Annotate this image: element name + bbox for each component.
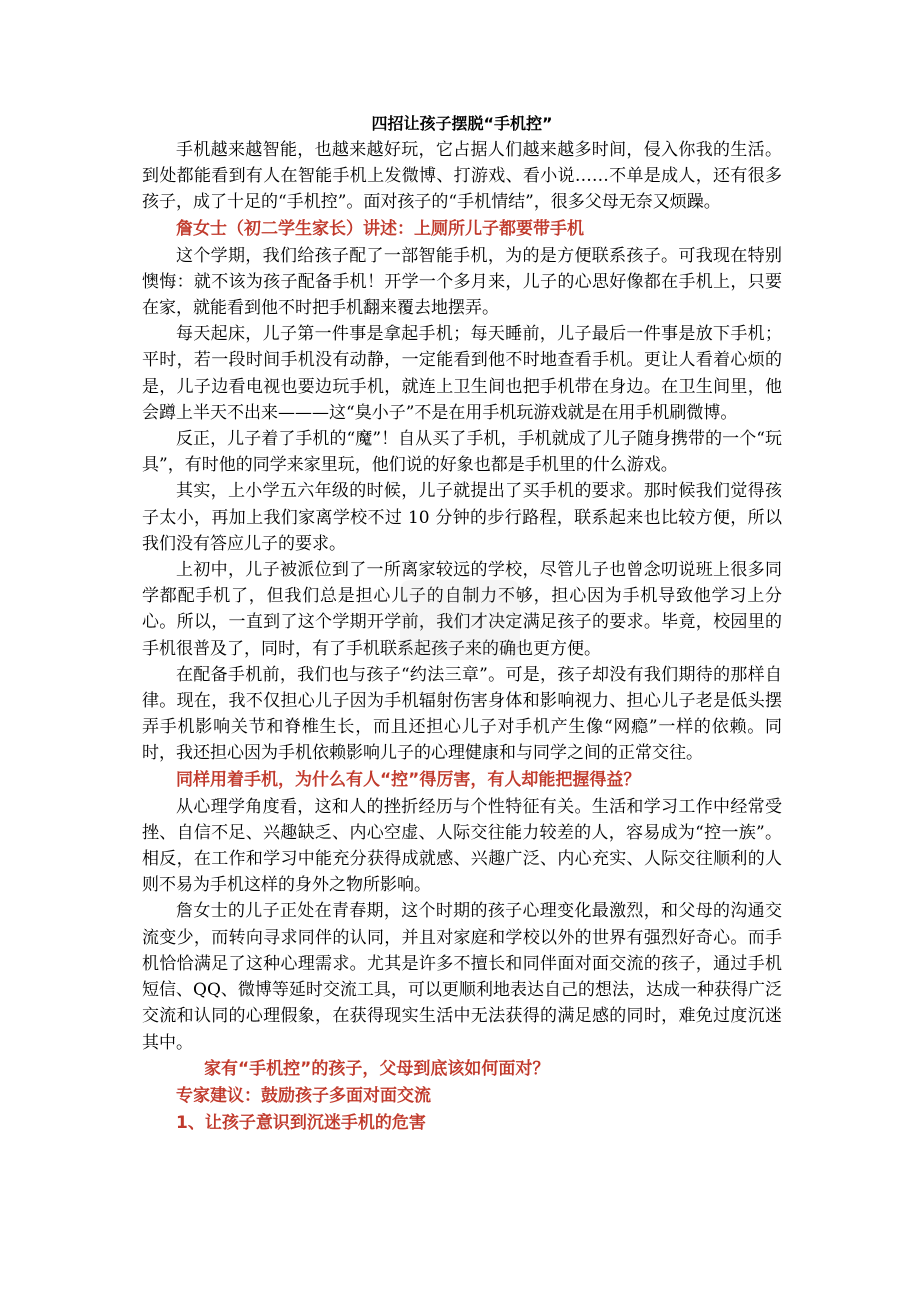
body-paragraph: 从心理学角度看，这和人的挫折经历与个性特征有关。生活和学习工作中经常受挫、自信不足、兴趣缺乏、内心空虚、人际交往能力较差的人，容易成为“控一族”。相反，在工作和学习中能充分获得成就感、兴趣广泛、内心充实、人际交往顺利的人则不易为手机这样的身外之物所影响。: [142, 796, 782, 896]
section-heading: 詹女士（初二学生家长）讲述：上厕所儿子都要带手机: [176, 218, 584, 239]
section-heading: 同样用着手机，为什么有人“控”得厉害，有人却能把握得益？: [176, 769, 641, 790]
body-paragraph: 在配备手机前，我们也与孩子“约法三章”。可是，孩子却没有我们期待的那样自律。现在，我不仅担心儿子因为手机辐射伤害身体和影响视力、担心儿子老是低头摆弄手机影响关节和脊椎生长，而且还担心儿子对手机产生像“网瘾”一样的依赖。同时，我还担心因为手机依赖影响儿子的心理健康和与同学之间的正常交往。: [142, 664, 782, 764]
document-page: [142, 112, 782, 1137]
document-title: 四招让孩子摆脱“手机控”: [371, 114, 553, 133]
body-paragraph: 反正，儿子着了手机的“魔”！自从买了手机，手机就成了儿子随身携带的一个“玩具”，有时他的同学来家里玩，他们说的好象也都是手机里的什么游戏。: [142, 429, 782, 476]
document-body: [142, 137, 782, 1137]
body-paragraph: 上初中，儿子被派位到了一所离家较远的学校，尽管儿子也曾念叨说班上很多同学都配手机了，但我们总是担心儿子的自制力不够，担心因为手机导致他学习上分心。所以，一直到了这个学期开学前，我们才决定满足孩子的要求。毕竟，校园里的手机很普及了，同时，有了手机联系起孩子来的确也更方便。: [142, 560, 782, 659]
section-heading: 家有“手机控”的孩子，父母到底该如何面对？: [204, 1058, 550, 1079]
section-heading: 专家建议：鼓励孩子多面对面交流: [176, 1085, 431, 1106]
body-paragraph: 手机越来越智能，也越来越好玩，它占据人们越来越多时间，侵入你我的生活。到处都能看到有人在智能手机上发微博、打游戏、看小说……不单是成人，还有很多孩子，成了十足的“手机控”。面对孩子的“手机情结”，很多父母无奈又烦躁。: [142, 140, 782, 213]
body-paragraph: 每天起床，儿子第一件事是拿起手机；每天睡前，儿子最后一件事是放下手机；平时，若一段时间手机没有动静，一定能看到他不时地查看手机。更让人看着心烦的是，儿子边看电视也要边玩手机，就连上卫生间也把手机带在身边。在卫生间里，他会蹲上半天不出来———这“臭小子”不是在用手机玩游戏就是在用手机刷微博。: [142, 324, 782, 423]
body-paragraph: 詹女士的儿子正处在青春期，这个时期的孩子心理变化最激烈，和父母的沟通交流变少，而转向寻求同伴的认同，并且对家庭和学校以外的世界有强烈好奇心。而手机恰恰满足了这种心理需求。尤其是许多不擅长和同伴面对面交流的孩子，通过手机短信、QQ、微博等延时交流工具，可以更顺利地表达自己的想法，达成一种获得广泛交流和认同的心理假象，在获得现实生活中无法获得的满足感的同时，难免过度沉迷其中。: [142, 901, 782, 1053]
section-heading: 1、让孩子意识到沉迷手机的危害: [176, 1112, 426, 1133]
body-paragraph: 这个学期，我们给孩子配了一部智能手机，为的是方便联系孩子。可我现在特别懊悔：就不该为孩子配备手机！开学一个多月来，儿子的心思好像都在手机上，只要在家，就能看到他不时把手机翻来覆去地摆弄。: [142, 245, 782, 319]
body-paragraph: 其实，上小学五六年级的时候，儿子就提出了买手机的要求。那时候我们觉得孩子太小，再加上我们家离学校不过 10 分钟的步行路程，联系起来也比较方便，所以我们没有答应儿子的要求。: [142, 481, 782, 554]
